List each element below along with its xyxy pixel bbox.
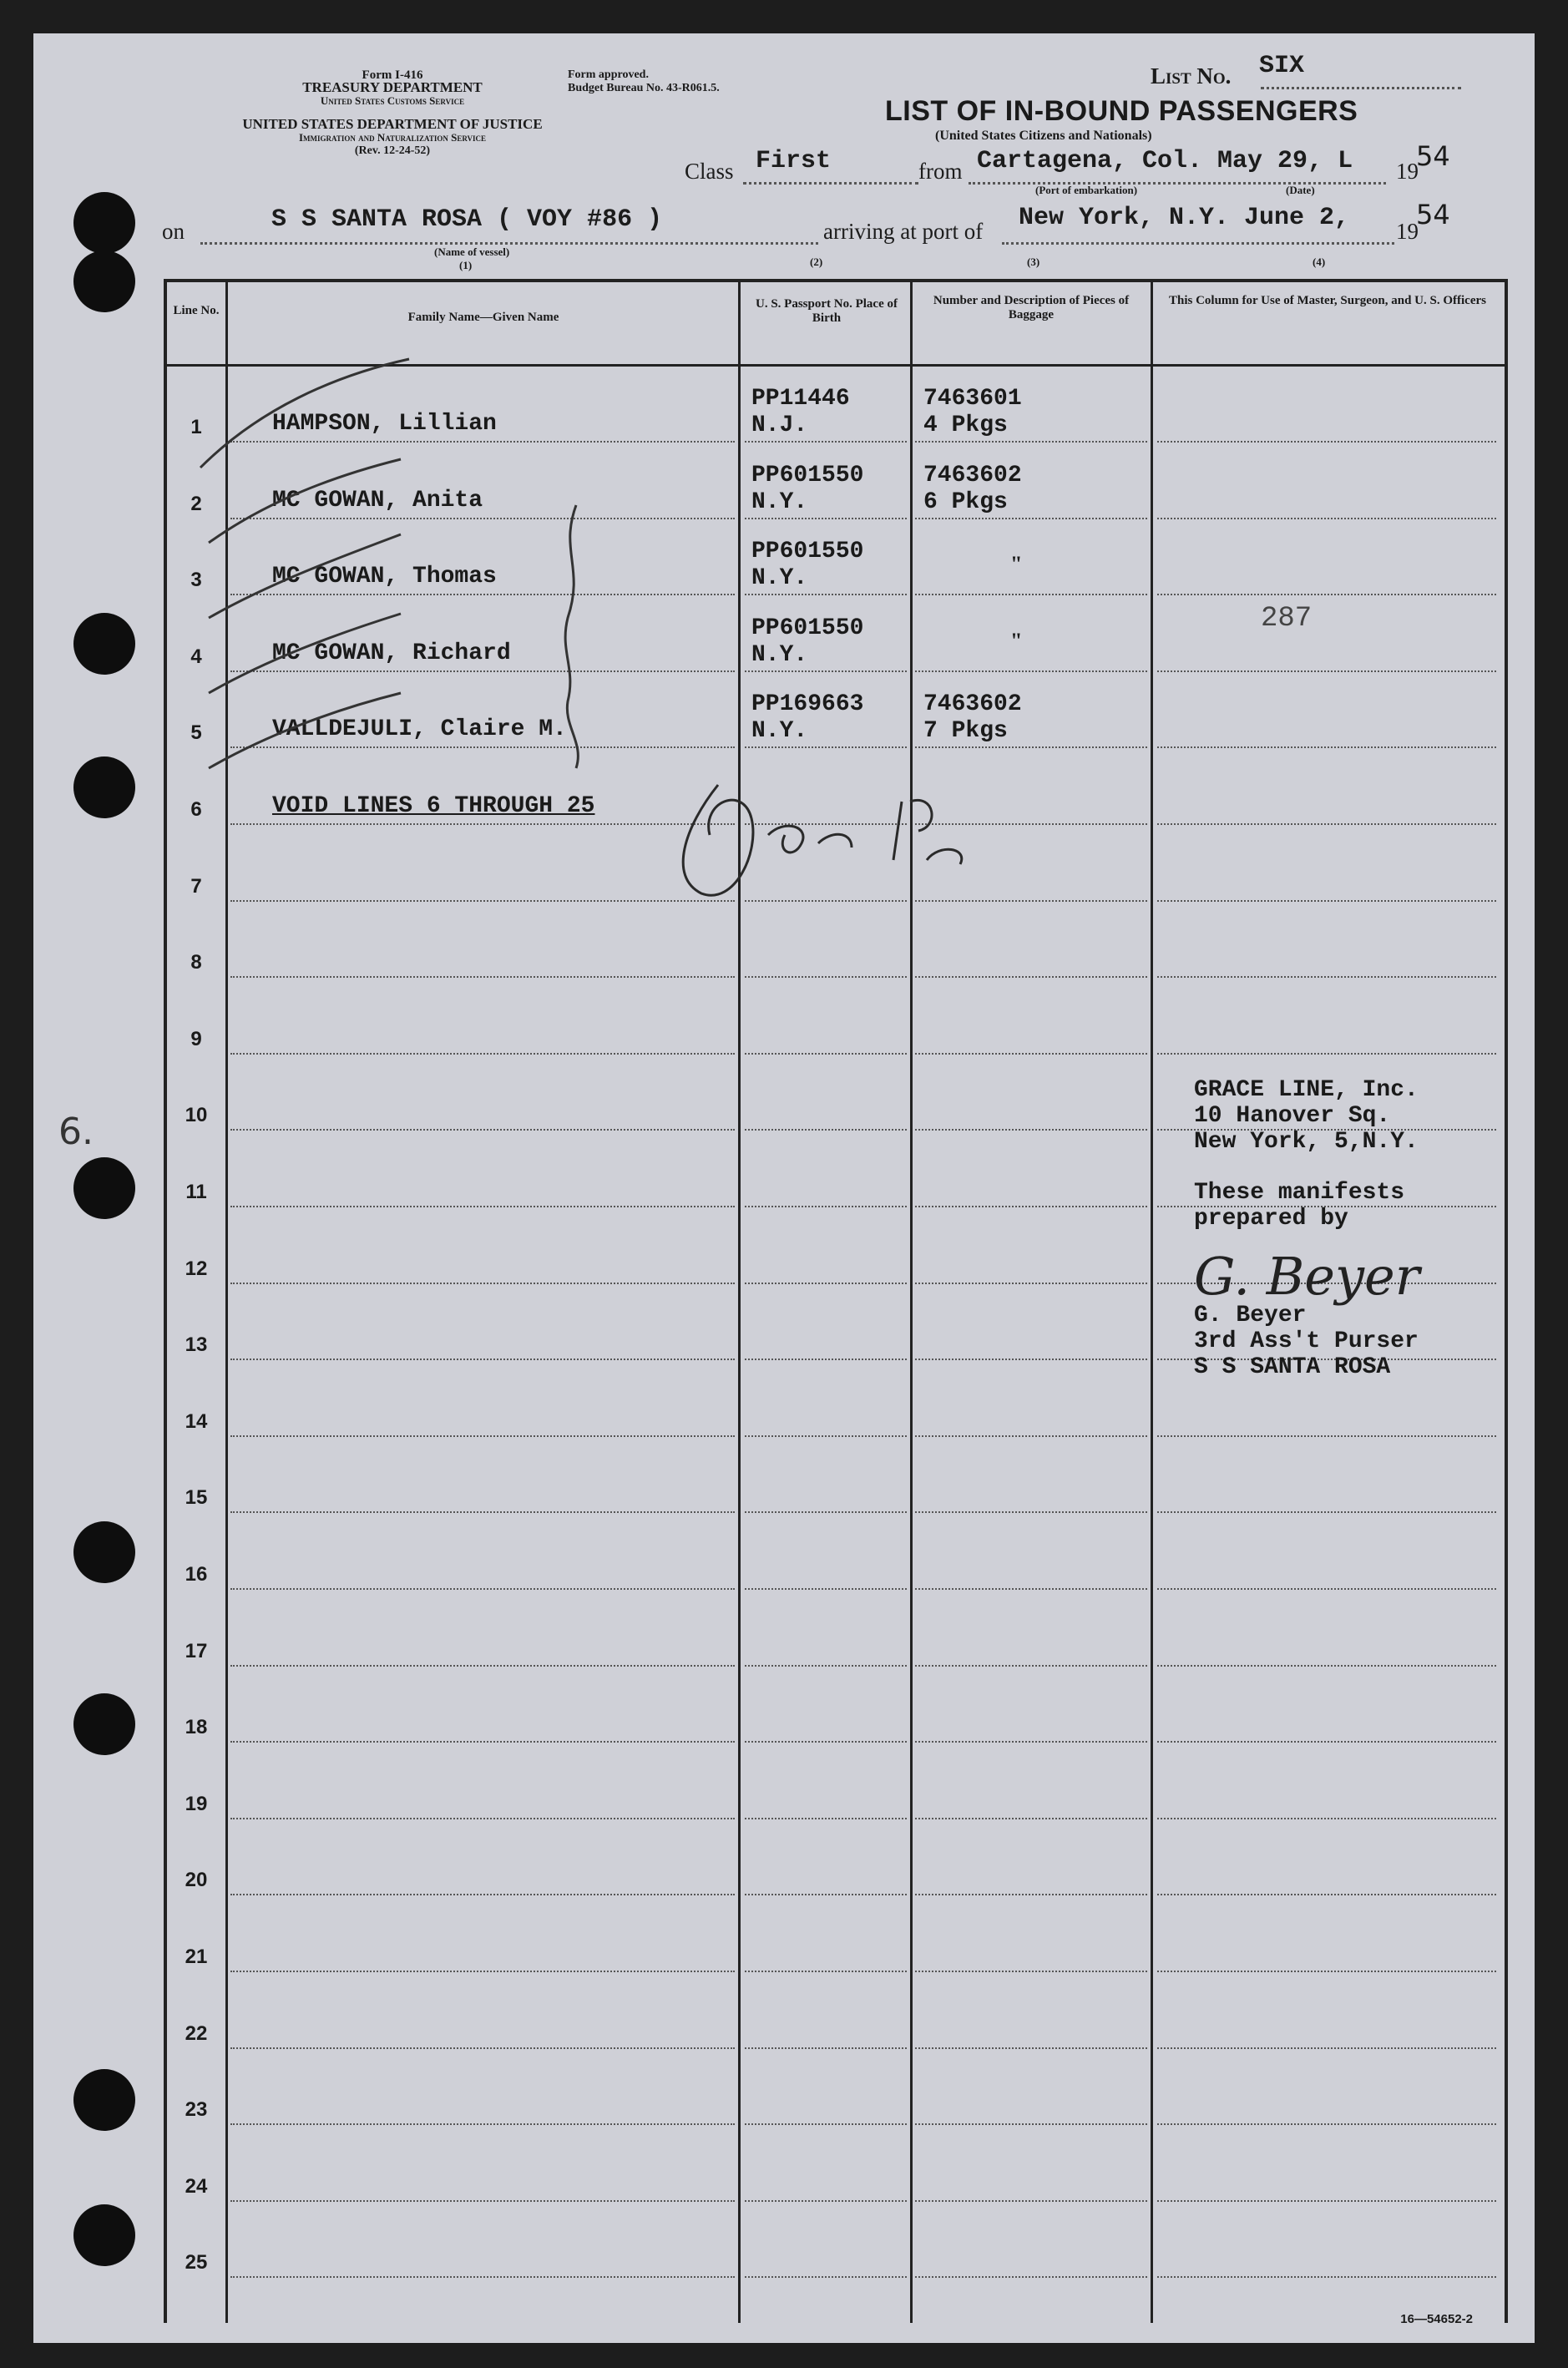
line-number: 6 xyxy=(190,798,202,821)
form-approved: Form approved. xyxy=(568,68,649,81)
line-number: 9 xyxy=(190,1027,202,1050)
passport-number: PP601550 xyxy=(751,539,864,565)
row-dotted-line xyxy=(745,594,907,595)
agent-line: GRACE LINE, Inc. xyxy=(1194,1077,1419,1103)
place-of-birth: N.J. xyxy=(751,412,808,438)
binder-hole xyxy=(73,1157,135,1219)
passenger-name: HAMPSON, Lillian xyxy=(272,411,497,437)
caption-4: (4) xyxy=(1313,256,1326,268)
class-line xyxy=(743,182,918,185)
row-dotted-line xyxy=(1157,1741,1496,1743)
baggage-pieces: 7 Pkgs xyxy=(923,718,1008,745)
header-officers: This Column for Use of Master, Surgeon, and U. S. Officers xyxy=(1168,294,1486,307)
table-row xyxy=(167,1598,1505,1675)
binder-hole xyxy=(73,2069,135,2131)
row-dotted-line xyxy=(915,746,1147,748)
row-dotted-line xyxy=(230,2200,735,2202)
row-dotted-line xyxy=(230,1894,735,1895)
row-dotted-line xyxy=(1157,1053,1496,1055)
row-dotted-line xyxy=(1157,976,1496,978)
line-number: 19 xyxy=(185,1792,208,1815)
row-dotted-line xyxy=(1157,2200,1496,2202)
passenger-name: MC GOWAN, Richard xyxy=(272,640,511,666)
line-number: 23 xyxy=(185,2098,208,2122)
row-dotted-line xyxy=(915,1588,1147,1590)
binder-hole xyxy=(73,1693,135,1755)
sig-line: 3rd Ass't Purser xyxy=(1194,1328,1419,1354)
footer-code: 16—54652-2 xyxy=(1400,2312,1473,2326)
row-dotted-line xyxy=(915,1971,1147,1972)
ins-service: Immigration and Naturalization Service xyxy=(298,131,487,144)
binder-hole xyxy=(73,1521,135,1583)
arriving-label: arriving at port of xyxy=(823,219,984,244)
row-dotted-line xyxy=(230,2047,735,2049)
table-row xyxy=(167,1445,1505,1521)
row-dotted-line xyxy=(915,1741,1147,1743)
agent-line: New York, 5,N.Y. xyxy=(1194,1129,1419,1155)
row-dotted-line xyxy=(230,1818,735,1819)
row-dotted-line xyxy=(1157,1435,1496,1437)
row-dotted-line xyxy=(915,1359,1147,1360)
row-dotted-line xyxy=(915,670,1147,672)
header-baggage: Number and Description of Pieces of Baggage xyxy=(933,294,1130,321)
row-dotted-line xyxy=(1157,518,1496,519)
row-dotted-line xyxy=(915,1665,1147,1667)
form-number: Form I-416 xyxy=(362,68,423,82)
place-of-birth: N.Y. xyxy=(751,641,808,668)
agent-line: These manifests xyxy=(1194,1180,1405,1206)
row-dotted-line xyxy=(1157,1588,1496,1590)
row-dotted-line xyxy=(1157,670,1496,672)
table-row xyxy=(167,1827,1505,1904)
row-dotted-line xyxy=(745,1511,907,1513)
row-dotted-line xyxy=(230,2276,735,2278)
budget-bureau: Budget Bureau No. 43-R061.5. xyxy=(568,82,720,94)
class-label: Class xyxy=(685,159,734,184)
class-value: First xyxy=(756,147,832,175)
passenger-name: VALLDEJULI, Claire M. xyxy=(272,716,567,743)
line-number: 4 xyxy=(190,645,202,668)
line-number: 14 xyxy=(185,1409,208,1433)
row-dotted-line xyxy=(230,1511,735,1513)
line-number: 10 xyxy=(185,1104,208,1127)
vessel-caption: (Name of vessel) xyxy=(434,245,510,258)
row-dotted-line xyxy=(745,1283,907,1284)
header-passport: U. S. Passport No. Place of Birth xyxy=(756,297,898,325)
line-number: 25 xyxy=(185,2251,208,2274)
line-number: 7 xyxy=(190,874,202,898)
line-number: 18 xyxy=(185,1716,208,1739)
passenger-name: MC GOWAN, Thomas xyxy=(272,564,497,590)
arrival-year-prefix: 19 xyxy=(1396,219,1419,244)
row-dotted-line xyxy=(915,2123,1147,2125)
arrival-year-handwritten: 54 xyxy=(1416,199,1450,230)
row-dotted-line xyxy=(745,2276,907,2278)
row-dotted-line xyxy=(745,441,907,443)
place-of-birth: N.Y. xyxy=(751,718,808,745)
place-of-birth: N.Y. xyxy=(751,565,808,592)
check-marks xyxy=(192,351,643,785)
line-number: 5 xyxy=(190,721,202,745)
binder-hole xyxy=(73,192,135,254)
row-dotted-line xyxy=(745,1818,907,1819)
list-number-value: SIX xyxy=(1259,52,1305,80)
row-dotted-line xyxy=(745,2200,907,2202)
line-number: 15 xyxy=(185,1486,208,1510)
row-dotted-line xyxy=(1157,746,1496,748)
table-row xyxy=(167,2133,1505,2210)
row-dotted-line xyxy=(1157,900,1496,902)
line-number: 8 xyxy=(190,951,202,974)
agent-line: 10 Hanover Sq. xyxy=(1194,1103,1391,1129)
line-number: 11 xyxy=(185,1181,207,1203)
row-dotted-line xyxy=(745,1741,907,1743)
list-number-label: List No. xyxy=(1151,63,1232,89)
row-dotted-line xyxy=(745,670,907,672)
line-number: 17 xyxy=(185,1639,208,1662)
row-dotted-line xyxy=(745,518,907,519)
row-dotted-line xyxy=(1157,594,1496,595)
header-line-no: Line No. xyxy=(173,304,220,317)
manifest-subtitle: (United States Citizens and Nationals) xyxy=(935,129,1152,143)
row-dotted-line xyxy=(1157,823,1496,825)
row-dotted-line xyxy=(915,594,1147,595)
signature-block xyxy=(1194,1303,1419,1380)
row-dotted-line xyxy=(230,1053,735,1055)
baggage-number: 7463601 xyxy=(923,386,1022,412)
row-dotted-line xyxy=(915,1818,1147,1819)
row-dotted-line xyxy=(1157,1818,1496,1819)
purser-signature: G. Beyer xyxy=(1194,1246,1420,1307)
row-dotted-line xyxy=(1157,1971,1496,1972)
table-row xyxy=(167,1981,1505,2057)
form-revision: (Rev. 12-24-52) xyxy=(354,144,431,157)
table-row xyxy=(167,1904,1505,1981)
justice-dept: UNITED STATES DEPARTMENT OF JUSTICE xyxy=(242,116,543,132)
row-dotted-line xyxy=(915,1511,1147,1513)
officer-note: 287 xyxy=(1261,603,1313,635)
date-caption: (Date) xyxy=(1286,184,1315,196)
row-dotted-line xyxy=(915,441,1147,443)
table-row xyxy=(167,2209,1505,2286)
row-dotted-line xyxy=(230,1129,735,1131)
line-number: 1 xyxy=(190,416,202,438)
ditto-mark: " xyxy=(1010,552,1023,577)
row-dotted-line xyxy=(915,1206,1147,1207)
row-dotted-line xyxy=(230,1435,735,1437)
row-dotted-line xyxy=(1157,2123,1496,2125)
binder-hole xyxy=(73,250,135,312)
margin-pencil-mark: 6. xyxy=(58,1111,94,1153)
vessel-line xyxy=(200,242,818,245)
arrival-line xyxy=(1002,242,1394,245)
header-name: Family Name—Given Name xyxy=(407,311,559,324)
row-dotted-line xyxy=(745,2123,907,2125)
table-row xyxy=(167,1521,1505,1598)
binder-hole xyxy=(73,2204,135,2266)
caption-2: (2) xyxy=(810,256,823,268)
baggage-number: 7463602 xyxy=(923,462,1022,488)
agent-line: prepared by xyxy=(1194,1206,1348,1232)
baggage-pieces: 6 Pkgs xyxy=(923,488,1008,515)
inspector-initials-scribble xyxy=(651,751,1069,918)
arrival-value: New York, N.Y. June 2, xyxy=(1019,204,1350,232)
row-dotted-line xyxy=(230,1588,735,1590)
line-number: 3 xyxy=(190,569,202,592)
row-dotted-line xyxy=(1157,2047,1496,2049)
row-dotted-line xyxy=(915,1435,1147,1437)
place-of-birth: N.Y. xyxy=(751,488,808,515)
row-dotted-line xyxy=(230,1359,735,1360)
row-dotted-line xyxy=(745,1894,907,1895)
row-dotted-line xyxy=(230,1971,735,1972)
from-line xyxy=(969,182,1386,185)
manifest-page xyxy=(33,33,1535,2343)
binder-hole xyxy=(73,613,135,675)
row-dotted-line xyxy=(915,1894,1147,1895)
row-dotted-line xyxy=(745,746,907,748)
caption-1: (1) xyxy=(459,259,473,271)
from-year-prefix: 19 xyxy=(1396,159,1419,184)
row-dotted-line xyxy=(230,1665,735,1667)
void-lines-note: VOID LINES 6 THROUGH 25 xyxy=(272,793,595,819)
table-row xyxy=(167,986,1505,1063)
caption-3: (3) xyxy=(1027,256,1040,268)
on-label: on xyxy=(162,219,185,244)
baggage-number: 7463602 xyxy=(923,691,1022,718)
row-dotted-line xyxy=(915,2047,1147,2049)
row-dotted-line xyxy=(745,1435,907,1437)
embarkation-value: Cartagena, Col. May 29, L xyxy=(977,147,1353,175)
row-dotted-line xyxy=(745,1053,907,1055)
row-dotted-line xyxy=(915,518,1147,519)
row-dotted-line xyxy=(915,1283,1147,1284)
baggage-pieces: 4 Pkgs xyxy=(923,412,1008,438)
agent-block xyxy=(1194,1077,1419,1232)
row-dotted-line xyxy=(1157,1511,1496,1513)
line-number: 13 xyxy=(185,1333,208,1357)
row-dotted-line xyxy=(745,976,907,978)
row-dotted-line xyxy=(915,2200,1147,2202)
sig-line: G. Beyer xyxy=(1194,1303,1307,1328)
row-dotted-line xyxy=(745,1971,907,1972)
row-dotted-line xyxy=(915,1129,1147,1131)
line-number: 2 xyxy=(190,492,202,515)
binder-hole xyxy=(73,756,135,818)
row-dotted-line xyxy=(230,1206,735,1207)
line-number: 21 xyxy=(185,1946,208,1968)
row-dotted-line xyxy=(230,1741,735,1743)
table-row xyxy=(167,909,1505,986)
vessel-value: S S SANTA ROSA ( VOY #86 ) xyxy=(271,205,663,234)
row-dotted-line xyxy=(745,1206,907,1207)
row-dotted-line xyxy=(745,1588,907,1590)
line-number: 24 xyxy=(185,2174,208,2198)
line-number: 12 xyxy=(185,1257,208,1280)
table-row xyxy=(167,1674,1505,1751)
row-dotted-line xyxy=(1157,441,1496,443)
treasury-dept: TREASURY DEPARTMENT xyxy=(302,79,483,95)
table-row xyxy=(167,2057,1505,2133)
list-number-line xyxy=(1261,87,1461,89)
port-caption: (Port of embarkation) xyxy=(1035,184,1138,196)
ditto-mark: " xyxy=(1010,628,1023,653)
row-dotted-line xyxy=(1157,2276,1496,2278)
row-dotted-line xyxy=(745,1359,907,1360)
row-dotted-line xyxy=(915,1053,1147,1055)
row-dotted-line xyxy=(745,1129,907,1131)
row-dotted-line xyxy=(1157,1894,1496,1895)
row-dotted-line xyxy=(1157,1665,1496,1667)
from-year-handwritten: 54 xyxy=(1416,140,1450,172)
manifest-title: LIST OF IN-BOUND PASSENGERS xyxy=(885,95,1358,127)
from-label: from xyxy=(918,159,963,184)
row-dotted-line xyxy=(230,976,735,978)
row-dotted-line xyxy=(915,976,1147,978)
row-dotted-line xyxy=(230,2123,735,2125)
row-dotted-line xyxy=(745,1665,907,1667)
customs-service: United States Customs Service xyxy=(320,94,465,107)
row-dotted-line xyxy=(745,2047,907,2049)
passenger-name: MC GOWAN, Anita xyxy=(272,487,483,514)
line-number: 16 xyxy=(185,1563,208,1586)
line-number: 22 xyxy=(185,2021,208,2045)
passport-number: PP601550 xyxy=(751,462,864,488)
row-dotted-line xyxy=(230,1283,735,1284)
passport-number: PP169663 xyxy=(751,691,864,718)
line-number: 20 xyxy=(185,1869,208,1892)
row-dotted-line xyxy=(915,2276,1147,2278)
sig-line: S S SANTA ROSA xyxy=(1194,1354,1391,1380)
table-row xyxy=(167,1751,1505,1828)
passport-number: PP601550 xyxy=(751,615,864,641)
passport-number: PP11446 xyxy=(751,386,850,412)
